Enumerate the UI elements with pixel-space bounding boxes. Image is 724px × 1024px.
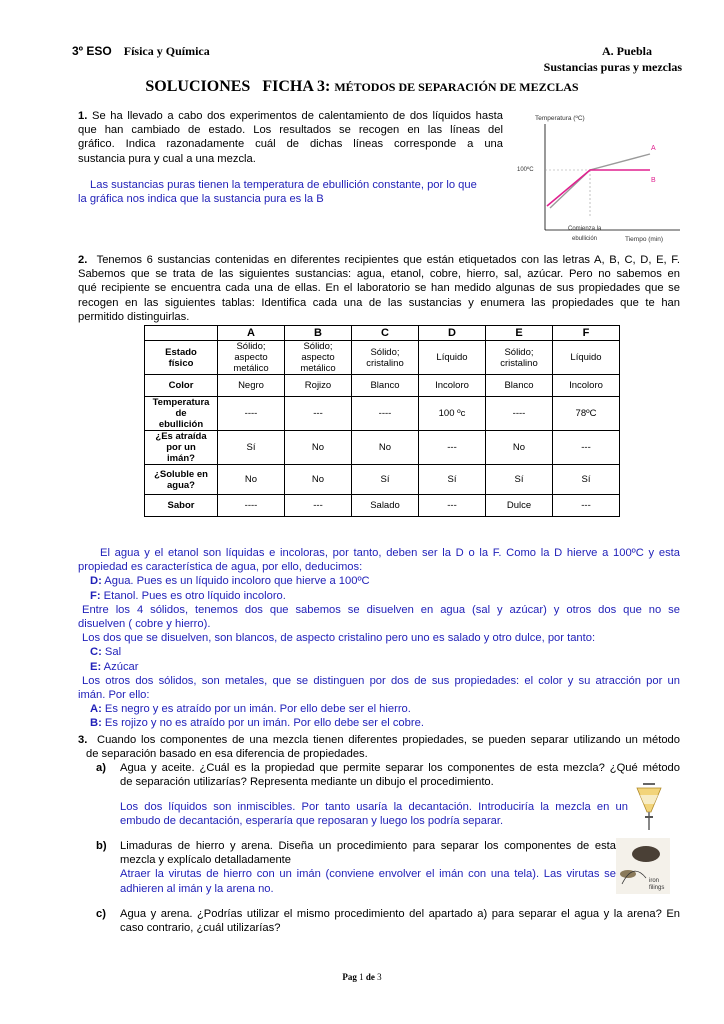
cell-line: cristalino <box>500 357 538 369</box>
table-cell <box>285 431 352 465</box>
cell-line: Líquido <box>570 352 602 363</box>
cell-line: --- <box>313 500 323 511</box>
q3-number: 3. <box>78 734 88 746</box>
table-cell <box>419 397 486 431</box>
table-cell <box>553 431 620 465</box>
q3-part-a <box>96 761 680 789</box>
q3b-label: b) <box>96 840 107 852</box>
cell-line: Dulce <box>506 500 532 511</box>
cell-line: Sí <box>581 474 591 485</box>
q1-line: sustancia pura y cual a una mezcla. <box>78 152 256 165</box>
cell-line: ---- <box>244 408 258 419</box>
q3b-line: Limaduras de hierro y arena. Diseña un procedimiento para separar los componentes de esta <box>120 840 616 852</box>
cell-line: No <box>244 474 258 485</box>
title-sub: MÉTODOS DE SEPARACIÓN DE MEZCLAS <box>334 80 579 94</box>
cell-line: No <box>378 442 392 453</box>
table-cell <box>486 375 553 397</box>
cell-line: Blanco <box>504 380 534 391</box>
table-cell <box>285 397 352 431</box>
q3a-line: de separación utilizarías? Representa mediante un dibujo el procedimiento. <box>120 776 494 789</box>
cell-line: metálico <box>233 363 269 374</box>
graph-tick-ebullicion-1: Comienza la <box>568 226 602 232</box>
cell-line: --- <box>447 500 457 511</box>
row-header <box>145 431 218 465</box>
image-label-2: filings <box>649 885 665 891</box>
table-cell <box>553 341 620 375</box>
subject-label: Física y Química <box>123 44 210 58</box>
column-header: F <box>553 326 620 341</box>
cell-line: --- <box>313 408 323 419</box>
table-cell <box>218 431 285 465</box>
row-header-line: Temperatura <box>152 397 210 408</box>
table-cell <box>553 495 620 517</box>
table-cell <box>218 375 285 397</box>
row-header-line: Sabor <box>167 500 195 511</box>
q3a-answer-line: embudo de decantación, esperaría que reposaran y luego los podría separar. <box>120 815 504 828</box>
course-label: 3º ESO <box>72 44 112 58</box>
cell-line: ---- <box>378 408 392 419</box>
cell-line: Sí <box>246 442 256 453</box>
table-cell <box>218 397 285 431</box>
row-header-line: Color <box>168 380 194 391</box>
key-e: E: <box>90 660 102 673</box>
q1-number: 1. <box>78 110 88 122</box>
image-label-1: iron <box>649 878 660 884</box>
q1-line: que han cambiado de estado. Los resultados se recogen en las líneas del <box>78 124 503 137</box>
cell-line: Blanco <box>370 380 400 391</box>
q3c-line: Agua y arena. ¿Podrías utilizar el mismo procedimiento del apartado a) para separar el agua y la arena? En <box>120 908 680 920</box>
table-cell <box>352 495 419 517</box>
q1-line: gráfico. Indica razonadamente cuál de dichas líneas corresponde a una <box>78 138 503 151</box>
table-row <box>145 431 620 465</box>
row-header-line: ¿Soluble en <box>154 468 208 480</box>
cell-line: metálico <box>300 363 336 374</box>
table-cell <box>486 431 553 465</box>
row-header <box>145 397 218 431</box>
topic-label: Sustancias puras y mezclas <box>543 60 682 74</box>
q2-line: Sabemos que se trata de las siguientes sustancias: agua, etanol, cobre, hierro, sal, azúcar. Pero no sabemos en <box>78 268 680 281</box>
page-footer <box>0 972 724 982</box>
cell-line: ---- <box>512 408 526 419</box>
cell-line: Sólido; <box>504 346 534 358</box>
funnel-stem <box>648 812 650 830</box>
q3b-answer-line: Atraer la virutas de hierro con un imán (conviene envolver el imán con una tela). Las virutas se <box>120 868 616 881</box>
table-cell <box>486 341 553 375</box>
table-cell <box>285 375 352 397</box>
question-1 <box>78 109 503 206</box>
cell-line: No <box>311 474 325 485</box>
key-d: D: <box>90 575 102 588</box>
cell-line: --- <box>581 500 591 511</box>
row-header <box>145 375 218 397</box>
cell-line: cristalino <box>366 357 404 369</box>
table-cell <box>419 465 486 495</box>
graph-ylabel: Temperatura (ºC) <box>535 115 585 122</box>
cell-line: Negro <box>238 380 264 391</box>
table-cell <box>285 495 352 517</box>
filings-pile <box>632 846 660 862</box>
q2-line: Tenemos 6 sustancias contenidas en diferentes recipientes que están etiquetados con las letras A, B, C, D, E, F. <box>96 254 680 266</box>
row-header-line: físico <box>168 357 194 369</box>
answer-f: Etanol. Pues es otro líquido incoloro. <box>100 589 286 602</box>
row-header-line: de <box>175 408 187 419</box>
row-header-line: ebullición <box>158 419 204 430</box>
properties-table <box>144 325 620 517</box>
table-header-row <box>145 326 620 341</box>
row-header-line: por un <box>166 442 196 453</box>
q2-answer-p2: Entre los 4 sólidos, tenemos dos que sabemos se disuelven en agua (sal y azúcar) y otros dos que no se <box>82 603 680 616</box>
table-cell <box>419 375 486 397</box>
q2-line: recogen en las siguientes tablas: Identifica cada una de las sustancias y enumera las propiedades que te han <box>78 296 680 309</box>
table-row <box>145 397 620 431</box>
answer-d: Agua. Pues es un líquido incoloro que hierve a 100ºC <box>101 575 370 588</box>
row-header-line: ¿Es atraída <box>155 431 207 442</box>
table-cell <box>553 465 620 495</box>
key-a: A: <box>90 703 102 716</box>
column-header: E <box>486 326 553 341</box>
table-cell <box>352 465 419 495</box>
author-label: A. Puebla <box>601 44 652 58</box>
series-b-line <box>547 170 650 206</box>
heating-graph <box>500 108 690 248</box>
row-header-line: imán? <box>167 453 195 464</box>
column-header: C <box>352 326 419 341</box>
header-course <box>72 44 210 59</box>
q2-answer-p3: Los dos que se disuelven, son blancos, de aspecto cristalino pero uno es salado y otro dulce, por tanto: <box>82 632 596 645</box>
series-a-label: A <box>651 145 656 152</box>
cell-line: Sí <box>380 474 390 485</box>
answer-c: Sal <box>101 646 122 659</box>
cell-line: ---- <box>244 500 258 511</box>
q2-answer-p1b: propiedad es característica de agua, por ello, deducimos: <box>78 561 363 574</box>
cell-line: Sólido; <box>303 341 333 352</box>
footer-total: 3 <box>377 972 382 982</box>
footer-pag: Pag <box>342 972 357 982</box>
table-cell <box>419 431 486 465</box>
column-header: D <box>419 326 486 341</box>
q3a-label: a) <box>96 762 106 774</box>
q3a-answer <box>120 800 628 828</box>
table-cell <box>553 397 620 431</box>
cell-line: No <box>311 442 325 453</box>
q2-answer-p4b: imán. Por ello: <box>78 689 150 702</box>
footer-de: de <box>365 972 375 982</box>
table-cell <box>553 375 620 397</box>
cell-line: Sólido; <box>236 341 266 352</box>
key-c: C: <box>90 646 102 659</box>
q2-line: permitido distinguirlas. <box>78 310 190 323</box>
table-cell <box>218 341 285 375</box>
table-cell <box>352 375 419 397</box>
cell-line: 100 ºc <box>438 408 466 419</box>
table-cell <box>486 495 553 517</box>
page-title <box>0 78 724 96</box>
q1-answer-line: Las sustancias puras tienen la temperatura de ebullición constante, por lo que <box>90 178 477 191</box>
table-cell <box>352 397 419 431</box>
q3a-line: Agua y aceite. ¿Cuál es la propiedad que permite separar los componentes de esta mezcla? ¿Qué método <box>120 762 680 774</box>
table-cell <box>486 397 553 431</box>
q3-line: de separación basado en esa diferencia de propiedades. <box>86 748 368 761</box>
cell-line: Rojizo <box>304 380 332 391</box>
column-header: A <box>218 326 285 341</box>
table-cell <box>218 495 285 517</box>
table-cell <box>419 495 486 517</box>
funnel-stopcock <box>645 816 653 818</box>
row-header-line: Estado <box>165 346 197 358</box>
answer-a: Es negro y es atraído por un imán. Por ello debe ser el hierro. <box>101 703 411 716</box>
row-header <box>145 465 218 495</box>
cell-line: aspecto <box>234 352 268 363</box>
q1-answer-line: la gráfica nos indica que la sustancia pura es la B <box>78 193 324 206</box>
table-row <box>145 495 620 517</box>
table-cell <box>486 465 553 495</box>
cell-line: Sólido; <box>370 346 400 358</box>
q2-line: qué recipiente se encuentra cada una de ellas. En el laboratorio se han medido algunas de sus propiedades que se <box>78 282 680 295</box>
separatory-funnel-image <box>631 782 667 834</box>
table-cell <box>352 341 419 375</box>
question-3 <box>78 733 680 761</box>
cell-line: Incoloro <box>569 380 603 391</box>
q2-answer-p4: Los otros dos sólidos, son metales, que se distinguen por dos de sus propiedades: el color y su atracción por un <box>82 674 680 687</box>
answer-b: Es rojizo y no es atraído por un imán. Por ello debe ser el cobre. <box>101 717 424 730</box>
table-cell <box>285 465 352 495</box>
q2-answer-p2b: disuelven ( cobre y hierro). <box>78 618 211 631</box>
table-cell <box>218 465 285 495</box>
table-cell <box>419 341 486 375</box>
q3c-label: c) <box>96 908 106 920</box>
table-row <box>145 465 620 495</box>
q2-answer-p1: El agua y el etanol son líquidas e incoloras, por tanto, deben ser la D o la F. Como la D hierve a 100ºC y esta <box>100 547 680 559</box>
q3-part-b <box>96 839 616 896</box>
table-cell <box>352 431 419 465</box>
table-row <box>145 375 620 397</box>
graph-xlabel: Tiempo (min) <box>625 236 664 243</box>
title-main: SOLUCIONES FICHA 3: <box>145 78 331 95</box>
q3-line: Cuando los componentes de una mezcla tienen diferentes propiedades, se pueden separar utilizando un método <box>96 734 680 746</box>
answer-e: Azúcar <box>101 660 139 673</box>
row-header <box>145 341 218 375</box>
cell-line: Sí <box>447 474 457 485</box>
table-row <box>145 341 620 375</box>
cell-line: Incoloro <box>435 380 469 391</box>
series-a-line <box>550 154 650 208</box>
q3b-line: mezcla y explícalo detalladamente <box>120 854 292 867</box>
cell-line: Sí <box>514 474 524 485</box>
q3b-answer-line: adhieren al imán y la arena no. <box>120 882 274 895</box>
question-2 <box>78 253 680 324</box>
series-b-label: B <box>651 177 656 184</box>
graph-tick-ebullicion-2: ebullición <box>572 236 598 242</box>
q3-part-c <box>96 907 680 935</box>
cell-line: 78ºC <box>575 408 597 419</box>
row-header-line: agua? <box>167 479 195 491</box>
cell-line: aspecto <box>301 352 335 363</box>
cell-line: Salado <box>370 500 400 511</box>
cell-line: Líquido <box>436 352 468 363</box>
q2-answer <box>78 546 680 731</box>
cell-line: --- <box>581 442 591 453</box>
footer-num: 1 <box>359 972 364 982</box>
graph-tick-100: 100ºC <box>517 167 534 173</box>
q3c-line: caso contrario, ¿cuál utilizarías? <box>120 922 281 935</box>
table-corner <box>145 326 218 341</box>
cell-line: No <box>512 442 526 453</box>
q2-number: 2. <box>78 254 88 266</box>
row-header <box>145 495 218 517</box>
q3a-answer-line: Los dos líquidos son inmiscibles. Por tanto usaría la decantación. Introduciría la mezcla en un <box>120 801 628 813</box>
iron-filings-image <box>616 838 670 894</box>
table-cell <box>285 341 352 375</box>
cell-line: --- <box>447 442 457 453</box>
key-b: B: <box>90 717 102 730</box>
key-f: F: <box>90 589 101 602</box>
column-header: B <box>285 326 352 341</box>
q1-line: Se ha llevado a cabo dos experimentos de calentamiento de dos líquidos hasta <box>92 110 503 122</box>
